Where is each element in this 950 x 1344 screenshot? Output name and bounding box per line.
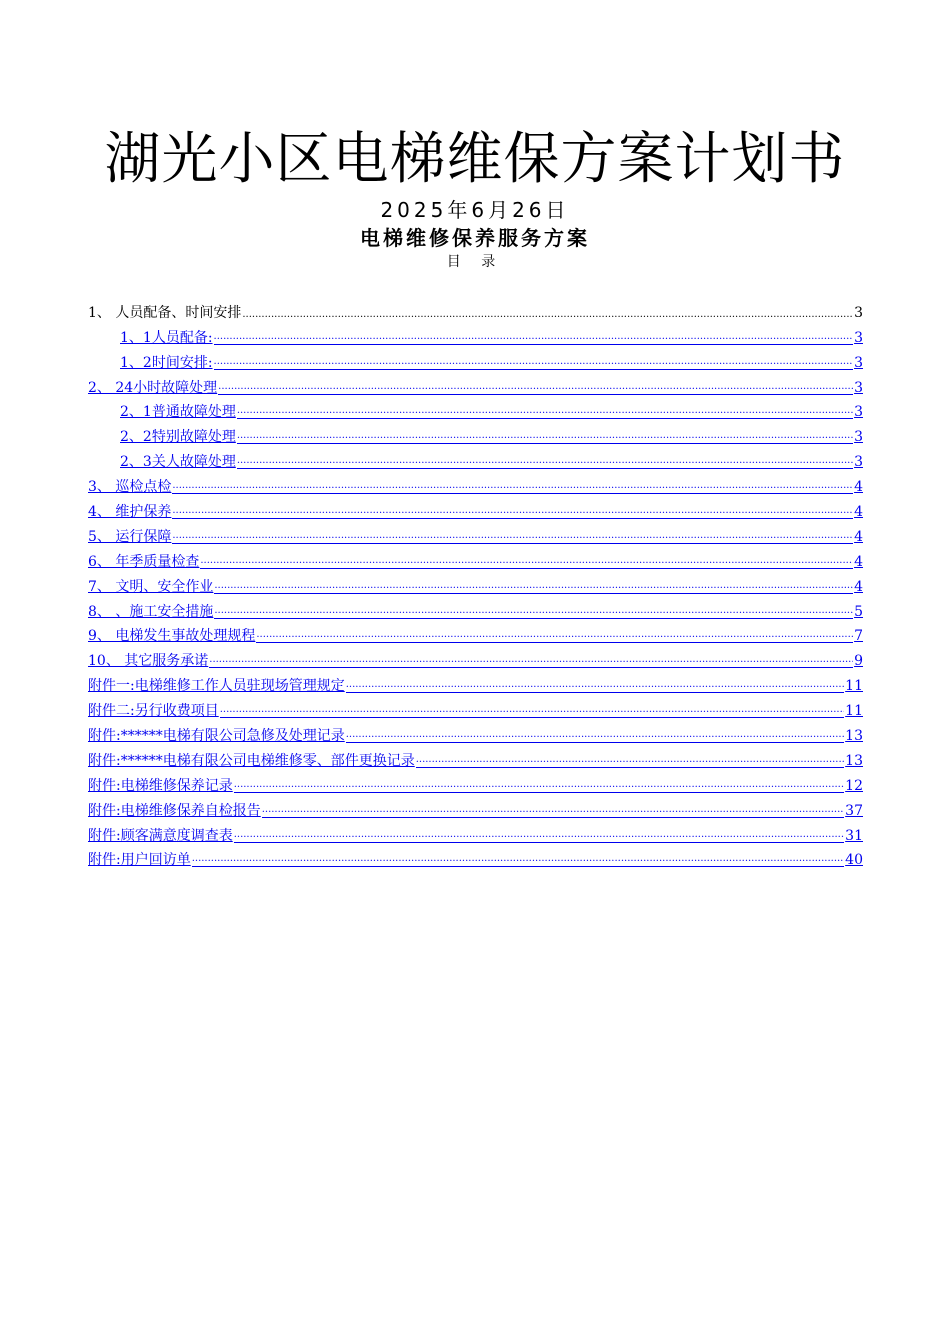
toc-entry-page-number: 12 xyxy=(845,777,863,794)
toc-entry[interactable] xyxy=(88,823,863,848)
toc-heading: 目 录 xyxy=(446,254,504,270)
toc-entry-page-number: 3 xyxy=(854,379,863,396)
toc-entry-title: 9、 电梯发生事故处理规程 xyxy=(88,628,256,645)
toc-entry-title: 10、 其它服务承诺 xyxy=(88,653,209,670)
toc-entry-title: 附件:用户回访单 xyxy=(88,852,191,869)
toc-entry-title: 1、 人员配备、时间安排 xyxy=(88,304,242,321)
toc-entry-title: 2、 24小时故障处理 xyxy=(88,379,218,396)
toc-entry[interactable] xyxy=(88,400,863,425)
toc-entry-title: 2、2特别故障处理 xyxy=(120,429,236,446)
toc-entry-page-number: 4 xyxy=(854,528,863,545)
toc-dot-leader xyxy=(172,529,853,544)
toc-entry-title: 附件:顾客满意度调查表 xyxy=(88,827,233,844)
toc-dot-leader xyxy=(242,304,853,322)
toc-entry-page-number: 11 xyxy=(845,678,863,695)
toc-entry[interactable] xyxy=(88,499,863,524)
toc-entry-title: 4、 维护保养 xyxy=(88,504,172,521)
toc-entry-page-number: 40 xyxy=(845,852,863,869)
toc-entry-page-number: 4 xyxy=(854,504,863,521)
toc-entry[interactable] xyxy=(88,574,863,599)
toc-entry-page-number: 3 xyxy=(854,329,863,346)
toc-entry-title: 6、 年季质量检查 xyxy=(88,553,200,570)
toc-entry-title: 附件:******电梯有限公司电梯维修零、部件更换记录 xyxy=(88,752,415,769)
toc-entry-title: 1、2时间安排: xyxy=(120,354,213,371)
toc-dot-leader xyxy=(256,628,853,643)
toc-entry-page-number: 3 xyxy=(854,404,863,421)
toc-entry[interactable] xyxy=(88,300,863,325)
toc-dot-leader xyxy=(416,753,844,768)
toc-entry[interactable] xyxy=(88,624,863,649)
toc-entry-page-number: 3 xyxy=(854,454,863,471)
toc-entry[interactable] xyxy=(88,474,863,499)
toc-dot-leader xyxy=(234,778,844,793)
toc-entry[interactable] xyxy=(88,549,863,574)
toc-entry[interactable] xyxy=(88,723,863,748)
toc-dot-leader xyxy=(262,803,844,818)
toc-dot-leader xyxy=(214,604,853,619)
toc-entry-page-number: 3 xyxy=(854,354,863,371)
toc-dot-leader xyxy=(192,852,844,867)
toc-entry[interactable] xyxy=(88,673,863,698)
toc-dot-leader xyxy=(214,330,854,345)
toc-entry-title: 5、 运行保障 xyxy=(88,528,172,545)
toc-dot-leader xyxy=(237,429,853,444)
toc-dot-leader xyxy=(346,678,844,693)
toc-entry-page-number: 13 xyxy=(845,752,863,769)
toc-entry-page-number: 3 xyxy=(854,304,863,321)
toc-dot-leader xyxy=(200,554,853,569)
toc-entry[interactable] xyxy=(88,449,863,474)
toc-entry-title: 2、1普通故障处理 xyxy=(120,404,236,421)
toc-entry-page-number: 7 xyxy=(854,628,863,645)
toc-entry-title: 附件:电梯维修保养自检报告 xyxy=(88,802,261,819)
toc-entry-page-number: 4 xyxy=(854,578,863,595)
toc-entry-page-number: 4 xyxy=(854,479,863,496)
toc-entry-page-number: 9 xyxy=(854,653,863,670)
toc-entry-page-number: 11 xyxy=(845,703,863,720)
toc-dot-leader xyxy=(214,355,854,370)
toc-dot-leader xyxy=(218,380,853,395)
toc-entry-title: 3、 巡检点检 xyxy=(88,479,172,496)
toc-dot-leader xyxy=(237,454,853,469)
toc-dot-leader xyxy=(220,703,844,718)
toc-dot-leader xyxy=(172,479,853,494)
toc-entry-title: 7、 文明、安全作业 xyxy=(88,578,214,595)
toc-entry[interactable] xyxy=(88,350,863,375)
toc-entry-page-number: 5 xyxy=(854,603,863,620)
document-date: 2025年6月26日 xyxy=(380,198,570,222)
toc-dot-leader xyxy=(209,653,853,668)
toc-entry[interactable] xyxy=(88,798,863,823)
toc-entry[interactable] xyxy=(88,848,863,873)
toc-entry-title: 8、 、施工安全措施 xyxy=(88,603,214,620)
toc-entry-title: 2、3关人故障处理 xyxy=(120,454,236,471)
toc-entry[interactable] xyxy=(88,424,863,449)
toc-entry-title: 附件:电梯维修保养记录 xyxy=(88,777,233,794)
toc-entry[interactable] xyxy=(88,375,863,400)
toc-entry-page-number: 13 xyxy=(845,728,863,745)
document-title: 湖光小区电梯维保方案计划书 xyxy=(104,127,846,192)
toc-entry[interactable] xyxy=(88,524,863,549)
toc-entry[interactable] xyxy=(88,648,863,673)
toc-entry-title: 1、1人员配备: xyxy=(120,329,213,346)
table-of-contents xyxy=(88,300,863,872)
document-subtitle: 电梯维修保养服务方案 xyxy=(360,226,590,250)
toc-entry-title: 附件:******电梯有限公司急修及处理记录 xyxy=(88,728,345,745)
toc-dot-leader xyxy=(237,404,853,419)
toc-entry-page-number: 4 xyxy=(854,553,863,570)
toc-entry-title: 附件二:另行收费项目 xyxy=(88,703,219,720)
toc-entry-title: 附件一:电梯维修工作人员驻现场管理规定 xyxy=(88,678,345,695)
toc-dot-leader xyxy=(346,728,844,743)
toc-entry-page-number: 31 xyxy=(845,827,863,844)
toc-entry[interactable] xyxy=(88,773,863,798)
toc-entry-page-number: 3 xyxy=(854,429,863,446)
toc-dot-leader xyxy=(214,579,853,594)
toc-dot-leader xyxy=(172,504,853,519)
toc-entry[interactable] xyxy=(88,325,863,350)
toc-entry[interactable] xyxy=(88,748,863,773)
toc-entry[interactable] xyxy=(88,698,863,723)
toc-entry[interactable] xyxy=(88,599,863,624)
toc-entry-page-number: 37 xyxy=(845,802,863,819)
toc-dot-leader xyxy=(234,828,844,843)
